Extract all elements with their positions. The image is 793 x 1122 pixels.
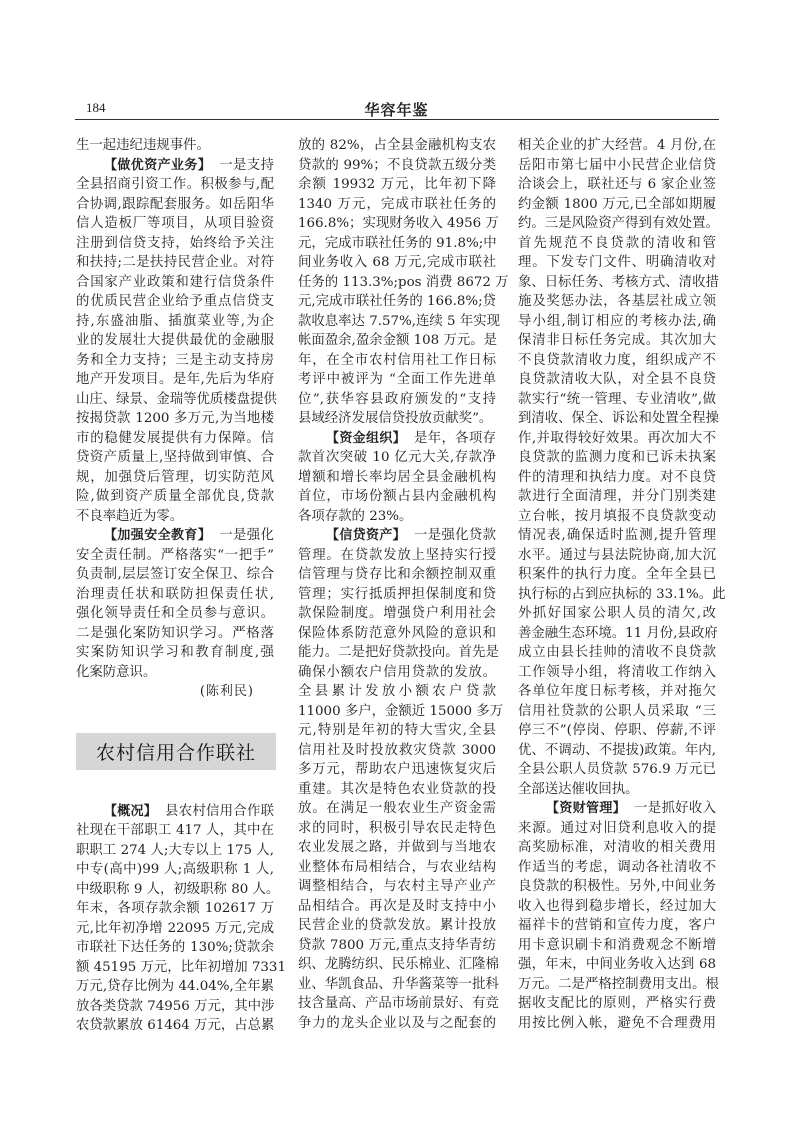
line-text: 和扶持;二是扶持民营企业。对符 xyxy=(76,255,274,270)
text-line xyxy=(76,565,274,585)
line-text: 市联社下达任务的 130%;贷款余 xyxy=(76,940,274,955)
line-text: 一是支持 xyxy=(219,157,274,173)
line-text: 确保小额农户信用贷款的发放。 xyxy=(298,664,496,680)
line-text: 保清非日标任务完成。其次加大 xyxy=(518,333,716,348)
text-line xyxy=(518,370,716,390)
text-line xyxy=(518,253,716,273)
column-3 xyxy=(518,136,726,1033)
section-label: 【资金组织】 xyxy=(326,430,406,446)
text-line xyxy=(76,175,274,195)
line-text: 全县公职人员贷款 576.9 万元已 xyxy=(518,762,716,777)
line-text: 安全责任制。严格落实“一把手” xyxy=(76,547,274,563)
line-text: 来源。通过对旧贷利息收入的提 xyxy=(518,820,716,836)
line-text: 约。三是风险资产得到有效处置。 xyxy=(518,216,719,231)
line-text: 山庄、绿景、金瑞等优质楼盘提供 xyxy=(76,391,277,407)
text-line xyxy=(76,351,274,371)
text-line xyxy=(298,624,496,644)
text-line xyxy=(298,936,496,956)
line-text: 首位，市场份额占县内金融机构 xyxy=(298,489,496,504)
text-line xyxy=(298,292,496,312)
text-line xyxy=(518,390,716,410)
text-line xyxy=(518,429,716,449)
line-text: 管理。在贷款发放上坚持实行授 xyxy=(298,547,496,563)
text-line xyxy=(76,958,286,978)
line-text: 元,特别是年初的特大雪灾,全县 xyxy=(298,723,496,738)
line-text: 县农村信用合作联 xyxy=(165,803,274,819)
line-text: 166.8%；实现财务收入 4956 万 xyxy=(298,216,499,231)
text-line xyxy=(298,273,509,293)
text-line xyxy=(298,312,500,332)
line-text: 施及奖惩办法，各基层社成立领 xyxy=(518,294,716,309)
text-line xyxy=(76,292,274,312)
line-text: 织、龙腾纺织、民乐棉业、汇隆棉 xyxy=(298,957,499,972)
line-text: 高奖励标准，对清收的相关费用 xyxy=(518,840,716,855)
text-line xyxy=(518,409,719,429)
line-text: 中专(高中)99 人;高级职称 1 人, xyxy=(76,862,274,877)
text-line xyxy=(518,663,716,683)
text-line xyxy=(518,897,716,917)
text-line xyxy=(76,312,274,332)
text-line xyxy=(298,663,496,683)
line-text: 各单位年度日标考核，并对拖欠 xyxy=(518,684,716,699)
text-line xyxy=(298,819,496,839)
line-text: 强，年末，中间业务收入达到 68 xyxy=(518,957,716,972)
text-line xyxy=(518,351,716,371)
line-text: 款收息率达 7.57%,连续 5 年实现 xyxy=(298,313,500,329)
text-line xyxy=(518,1014,716,1034)
line-text: 帐面盈余,盈余金额 108 万元。是 xyxy=(298,333,498,348)
text-line xyxy=(518,838,716,858)
paragraph xyxy=(76,156,277,527)
text-line xyxy=(518,312,716,332)
text-line xyxy=(76,390,277,410)
line-text: 元,完成市联社任务的 166.8%;贷 xyxy=(298,294,496,309)
line-text: 贷款 7800 万元,重点支持华青纺 xyxy=(298,937,496,953)
text-line xyxy=(518,175,716,195)
paragraph xyxy=(518,799,719,1033)
line-text: 导小组,制订相应的考核办法,确 xyxy=(518,313,716,329)
paragraph xyxy=(298,526,504,1033)
line-text: 业整体布局相结合，与农业结构 xyxy=(298,859,496,875)
line-text: 万元,贷存比例为 44.04%,全年累 xyxy=(76,979,274,994)
text-line xyxy=(76,585,274,605)
text-line xyxy=(518,604,716,624)
section-label: 【做优资产业务】 xyxy=(104,157,212,173)
text-line xyxy=(298,838,496,858)
text-line xyxy=(298,409,496,429)
line-text: 1340 万元，完成市联社任务的 xyxy=(298,196,496,212)
text-line xyxy=(518,468,716,488)
line-text: 全部送达催收回执。 xyxy=(518,781,639,797)
line-text: 信人造板厂等项目，从项目验资 xyxy=(76,216,274,231)
line-text: 求的同时，积极引导农民走特色 xyxy=(298,820,496,836)
text-line xyxy=(76,487,274,507)
line-text: 成立由县长挂帅的清收不良贷款 xyxy=(518,645,716,660)
text-line xyxy=(298,331,496,351)
text-line xyxy=(76,273,274,293)
text-line xyxy=(76,604,274,624)
text-line xyxy=(518,507,716,527)
text-line xyxy=(518,721,716,741)
line-text: 放各类贷款 74956 万元，其中涉 xyxy=(76,998,275,1014)
text-line xyxy=(518,994,716,1014)
text-line xyxy=(518,546,716,566)
line-text: 二是强化案防知识学习。严格落 xyxy=(76,625,274,641)
line-text: 争力的龙头企业以及与之配套的 xyxy=(298,1015,496,1031)
text-line xyxy=(518,916,716,936)
line-text: 多万元，帮助农户迅速恢复灾后 xyxy=(298,762,496,777)
text-line xyxy=(298,799,496,819)
column-1 xyxy=(76,136,286,1036)
line-text: 持,东盛油脂、插旗菜业等,为企 xyxy=(76,313,274,329)
text-line xyxy=(76,234,274,254)
line-text: 技含量高、产品市场前景好、有竞 xyxy=(298,996,499,1011)
line-text: 不良贷款清收力度，组织成产不 xyxy=(518,352,716,368)
text-line xyxy=(298,955,499,975)
line-text: 全县招商引资工作。积极参与,配 xyxy=(76,177,274,192)
text-line xyxy=(518,702,716,722)
text-line xyxy=(298,546,496,566)
text-line xyxy=(518,624,716,644)
line-text: 地产开发项目。是年,先后为华府 xyxy=(76,372,274,387)
line-text: 调整相结合，与农村主导产业产 xyxy=(298,879,496,894)
line-text: 信管理与贷存比和余额控制双重 xyxy=(298,567,496,582)
text-line xyxy=(298,351,496,371)
text-line xyxy=(298,526,496,546)
text-line xyxy=(518,273,719,293)
text-line xyxy=(518,741,716,761)
column-2 xyxy=(298,136,509,1033)
line-text: 用按比例入帐，避免不合理费用 xyxy=(518,1015,716,1031)
text-line xyxy=(298,721,496,741)
text-line xyxy=(518,760,716,780)
line-text: 位”,获华容县政府颁发的“支持 xyxy=(298,391,496,407)
line-text: 民营企业的贷款发放。累计投放 xyxy=(298,918,496,933)
line-text: 岳阳市第七届中小民营企业信贷 xyxy=(518,157,716,173)
text-line xyxy=(298,741,496,761)
line-text: 收入也得到稳步增长，经过加大 xyxy=(518,898,716,914)
line-text: 额 45195 万元，比年初增加 7331 xyxy=(76,959,286,975)
running-title: 华容年鉴 xyxy=(364,101,429,119)
line-text: 款保险制度。增强贷户利用社会 xyxy=(298,606,496,621)
text-line xyxy=(298,214,499,234)
line-text: 品相结合。再次是及时支持中小 xyxy=(298,898,496,914)
line-text: 强化领导责任和全员参与意识。 xyxy=(76,606,274,621)
line-text: 规，加强贷后管理，切实防范风 xyxy=(76,469,274,485)
text-line xyxy=(298,429,496,449)
section-heading: 农村信用合作联社 xyxy=(76,733,276,770)
text-line xyxy=(76,448,274,468)
text-line xyxy=(298,780,496,800)
line-text: 农业发展之路，并做到与当地农 xyxy=(298,840,496,855)
line-text: 的优质民营企业给予重点信贷支 xyxy=(76,294,274,309)
text-line xyxy=(76,802,274,822)
line-text: 合协调,跟踪配套服务。如岳阳华 xyxy=(76,196,274,212)
line-text: 贷款的 99%；不良贷款五级分类 xyxy=(298,157,496,173)
line-text: 优、不调动、不提拔)政策。年内, xyxy=(518,742,716,758)
text-line xyxy=(298,507,496,527)
text-line xyxy=(298,136,496,156)
text-line xyxy=(518,936,716,956)
line-text: 考评中被评为 “全面工作先进单 xyxy=(298,372,496,387)
line-text: 一是强化贷款 xyxy=(414,528,496,543)
page-number: 184 xyxy=(86,100,106,115)
text-line xyxy=(298,682,496,702)
line-text: 务和全力支持；三是主动支持房 xyxy=(76,352,274,368)
line-text: 中级职称 9 人，初级职称 80 人。 xyxy=(76,881,280,897)
section-label: 【信贷资产】 xyxy=(326,528,406,543)
text-line xyxy=(298,565,496,585)
text-line xyxy=(76,663,274,683)
line-text: 用卡意识刷卡和消费观念不断增 xyxy=(518,937,716,953)
text-line xyxy=(76,919,274,939)
text-line xyxy=(298,253,496,273)
line-text: 善金融生态环境。11 月份,县政府 xyxy=(518,625,718,641)
text-line xyxy=(298,858,496,878)
text-line xyxy=(76,841,274,861)
line-text: 余额 19932 万元，比年初下降 xyxy=(298,177,496,192)
text-line xyxy=(298,156,496,176)
line-text: 作,并取得较好效果。再次加大不 xyxy=(518,430,716,446)
line-text: 情况表,确保适时监测,提升管理 xyxy=(518,528,716,543)
line-text: 贷资产质量上,坚持做到审慎、合 xyxy=(76,450,274,465)
text-line xyxy=(298,585,496,605)
text-line xyxy=(76,214,274,234)
text-line xyxy=(298,897,496,917)
text-line xyxy=(76,880,280,900)
text-line xyxy=(518,682,716,702)
line-text: 生一起违纪违规事件。 xyxy=(76,138,210,153)
text-line xyxy=(298,760,496,780)
line-text: 间业务收入 68 万元,完成市联社 xyxy=(298,255,496,270)
line-text: 负责制,层层签订安全保卫、综合 xyxy=(76,567,274,582)
text-line xyxy=(518,643,716,663)
text-line xyxy=(518,858,716,878)
line-text: 积案件的执行力度。全年全县已 xyxy=(518,567,716,582)
line-text: 立台帐，按月填报不良贷款变动 xyxy=(518,508,716,524)
line-text: 业的发展壮大提供最优的金融服 xyxy=(76,333,274,348)
line-text: 治理责任状和联防担保责任状, xyxy=(76,586,274,602)
line-text: 据收支配比的原则，严格实行费 xyxy=(518,996,716,1011)
text-line xyxy=(76,643,274,663)
text-line xyxy=(76,860,274,880)
text-line xyxy=(518,585,726,605)
text-line xyxy=(518,136,716,156)
line-text: 各项存款的 23%。 xyxy=(298,508,413,524)
text-line xyxy=(76,997,274,1017)
line-text: 全县累计发放小额农户贷款 xyxy=(298,684,496,699)
line-text: 元,比年初净增 22095 万元,完成 xyxy=(76,920,274,936)
text-line xyxy=(518,819,716,839)
text-line xyxy=(518,975,719,995)
line-text: 执行标的占到应执标的 33.1%。此 xyxy=(518,586,726,602)
text-line xyxy=(298,994,499,1014)
line-text: 社现在干部职工 417 人，其中在 xyxy=(76,823,274,838)
text-line xyxy=(76,468,274,488)
text-line xyxy=(518,780,716,800)
line-text: 注册到信贷支持，始终给予关注 xyxy=(76,235,274,251)
line-text: 化案防意识。 xyxy=(76,664,157,680)
text-line xyxy=(76,370,274,390)
text-line xyxy=(298,604,496,624)
text-line xyxy=(518,955,716,975)
text-line xyxy=(518,526,716,546)
text-line xyxy=(298,975,499,995)
line-text: 放的 82%，占全县金融机构支农 xyxy=(298,138,496,153)
text-line xyxy=(298,234,496,254)
section-label: 【概况】 xyxy=(104,803,158,819)
line-text: 作适当的考虑，调动各社清收不 xyxy=(518,859,716,875)
text-line xyxy=(76,136,274,156)
text-line xyxy=(76,195,274,215)
text-line xyxy=(518,877,716,897)
section-label: 【加强安全教育】 xyxy=(104,528,212,543)
line-text: 县域经济发展信贷投放贡献奖”。 xyxy=(298,411,493,426)
line-text: 按揭贷款 1200 多万元,为当地楼 xyxy=(76,411,274,426)
line-text: 外抓好国家公职人员的清欠,改 xyxy=(518,606,716,621)
line-text: 一是强化 xyxy=(219,528,274,543)
text-line xyxy=(518,565,716,585)
section-label: 【资财管理】 xyxy=(546,801,626,816)
line-text: 职职工 274 人;大专以上 175 人, xyxy=(76,842,274,858)
text-line xyxy=(298,448,496,468)
text-line xyxy=(76,977,274,997)
text-line xyxy=(76,156,274,176)
line-text: 是年，各项存 xyxy=(414,430,496,446)
line-text: 款进行全面清理，并分门别类建 xyxy=(518,489,716,504)
line-text: 到清收、保全、诉讼和处置全程操 xyxy=(518,411,719,426)
line-text: 险,做到资产质量全部优良,贷款 xyxy=(76,489,274,504)
line-text: 良贷款清收大队，对全县不良贷 xyxy=(518,372,716,387)
line-text: 一是抓好收入 xyxy=(634,801,716,816)
text-line xyxy=(298,1014,496,1034)
text-line xyxy=(76,507,274,527)
text-line xyxy=(298,916,496,936)
line-text: 相关企业的扩大经营。4 月份,在 xyxy=(518,138,716,153)
text-line xyxy=(298,877,496,897)
line-text: 洽谈会上，联社还与 6 家企业签 xyxy=(518,177,716,192)
line-text: 象、日标任务、考核方式、清收措 xyxy=(518,274,719,290)
text-line xyxy=(518,331,716,351)
line-text: 停三不”(停岗、停职、停薪,不评 xyxy=(518,723,716,738)
line-text: 管理；实行抵质押担保制度和贷 xyxy=(298,586,496,602)
text-line xyxy=(518,487,716,507)
line-text: 能力。二是把好贷款投向。首先是 xyxy=(298,645,499,660)
line-text: 不良率趋近为零。 xyxy=(76,508,184,524)
line-text: 工作领导小组，将清收工作纳入 xyxy=(518,664,716,680)
text-line xyxy=(518,799,716,819)
paragraph xyxy=(76,526,274,682)
text-line xyxy=(298,702,504,722)
paragraph xyxy=(298,136,509,429)
text-line xyxy=(298,175,496,195)
line-text: 款实行“统一管理、专业清收”,做 xyxy=(518,391,716,407)
text-line xyxy=(76,526,274,546)
text-line xyxy=(518,292,716,312)
line-text: 保险体系防范意外风险的意识和 xyxy=(298,625,496,641)
text-line xyxy=(76,331,274,351)
text-line xyxy=(76,938,274,958)
paragraph xyxy=(76,136,274,156)
text-line xyxy=(298,370,496,390)
text-line xyxy=(76,1016,274,1036)
text-line xyxy=(518,156,716,176)
line-text: 11000 多户，金额近 15000 多万 xyxy=(298,703,504,719)
text-line xyxy=(298,195,496,215)
text-line xyxy=(518,448,716,468)
line-text: 理。下发专门文件、明确清收对 xyxy=(518,255,716,270)
line-text: 良贷款的积极性。另外,中间业务 xyxy=(518,879,716,894)
paragraph xyxy=(298,429,496,527)
line-text: 任务的 113.3%;pos 消费 8672 万 xyxy=(298,274,509,290)
line-text: 业、华凯食品、升华酱菜等一批科 xyxy=(298,976,499,992)
paragraph xyxy=(518,136,726,799)
line-text: 信用社及时投放救灾贷款 3000 xyxy=(298,742,496,758)
line-text: 款首次突破 10 亿元大关,存款净 xyxy=(298,450,496,465)
text-line xyxy=(298,390,496,410)
line-text: 年，在全市农村信用社工作日标 xyxy=(298,352,496,368)
line-text: 放。在满足一般农业生产资金需 xyxy=(298,801,496,816)
line-text: 增额和增长率均居全县金融机构 xyxy=(298,469,496,485)
line-text: 福祥卡的营销和宣传力度，客户 xyxy=(518,918,716,933)
text-line xyxy=(298,487,496,507)
line-text: 年末，各项存款余额 102617 万 xyxy=(76,901,274,916)
line-text: 万元。二是严格控制费用支出。根 xyxy=(518,976,719,992)
text-line xyxy=(518,234,716,254)
line-text: 信用社贷款的公职人员采取 “三 xyxy=(518,703,716,719)
header-rule xyxy=(75,119,719,120)
text-line xyxy=(76,546,274,566)
line-text: 约金额 1800 万元,已全部如期履 xyxy=(518,196,716,212)
line-text: 件的清理和执结力度。对不良贷 xyxy=(518,469,716,485)
line-text: 农贷款累放 61464 万元，占总累 xyxy=(76,1018,275,1033)
author-signature: (陈利民) xyxy=(199,684,254,699)
line-text: 合国家产业政策和建行信贷条件 xyxy=(76,274,274,290)
text-line xyxy=(298,468,496,488)
line-text: 良贷款的监测力度和已诉未执案 xyxy=(518,450,716,465)
paragraph xyxy=(76,802,286,1036)
line-text: 重建。其次是特色农业贷款的投 xyxy=(298,781,496,797)
text-line xyxy=(76,409,274,429)
text-line xyxy=(76,899,274,919)
text-line xyxy=(76,253,274,273)
line-text: 首先规范不良贷款的清收和管 xyxy=(518,235,716,251)
text-line xyxy=(518,195,716,215)
line-text: 水平。通过与县法院协商,加大沉 xyxy=(518,547,716,563)
text-line xyxy=(76,821,274,841)
text-line xyxy=(76,429,274,449)
text-line xyxy=(76,624,274,644)
text-line xyxy=(298,643,499,663)
line-text: 市的稳健发展提供有力保障。信 xyxy=(76,430,274,446)
line-text: 实案防知识学习和教育制度,强 xyxy=(76,645,274,660)
line-text: 元，完成市联社任务的 91.8%;中 xyxy=(298,235,497,251)
text-line xyxy=(518,214,719,234)
